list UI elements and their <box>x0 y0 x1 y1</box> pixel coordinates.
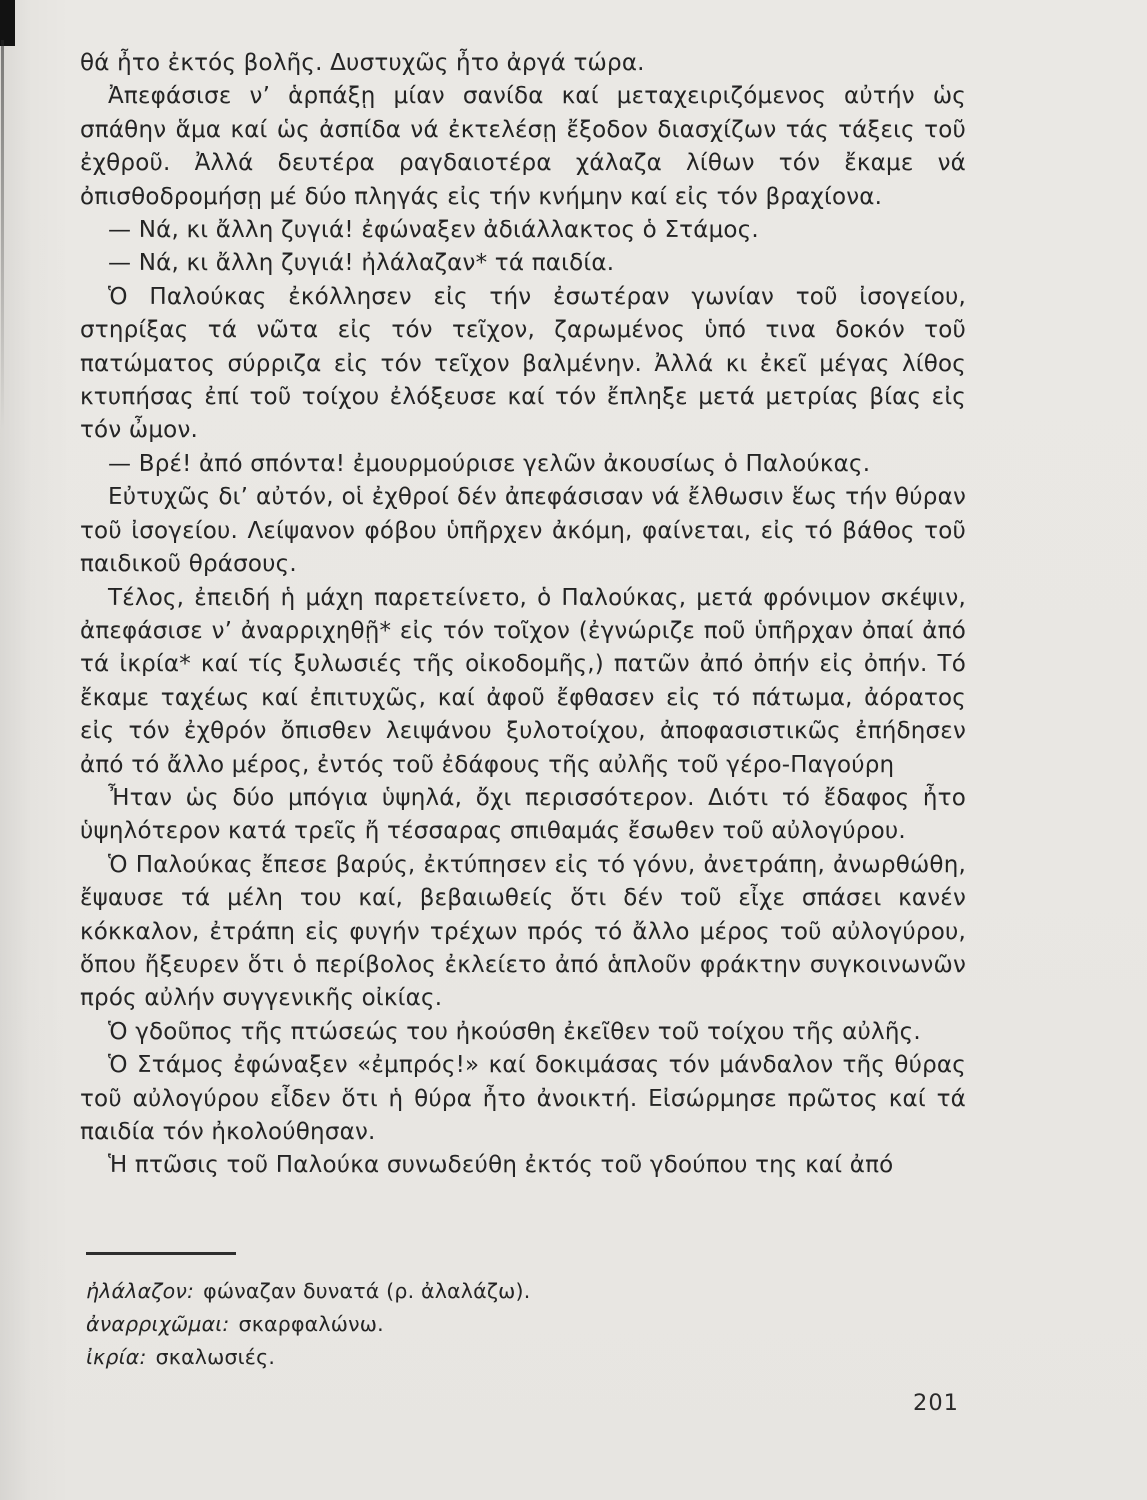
footnote-item <box>86 1308 966 1341</box>
page-number: 201 <box>913 1390 959 1416</box>
body-text <box>80 47 966 1183</box>
body-paragraph: Ὁ Παλούκας ἔπεσε βαρύς, ἐκτύπησεν εἰς τό γόνυ, ἀνετράπη, ἀνωρθώθη, ἔψαυσε τά μέλη του καί, βεβαιωθείς ὅτι δέν τοῦ εἶχε σπάσει κανέν κόκκαλον, ἐτράπη εἰς φυγήν τρέχων πρός τό ἄλλο μέρος τοῦ αὐλογύρου, ὅπου ἤξευρεν ὅτι ὁ περίβολος ἐκλείετο ἀπό ἁπλοῦν φράκτην συγκοινωνῶν πρός αὐλήν συγγενικῆς οἰκίας. <box>80 851 966 1012</box>
footnotes <box>86 1252 966 1374</box>
body-paragraph: Τέλος, ἐπειδή ἡ μάχη παρετείνετο, ὁ Παλούκας, μετά φρόνιμον σκέψιν, ἀπεφάσισε ν’ ἀναρριχηθῇ* εἰς τόν τοῖχον (ἐγνώριζε ποῦ ὑπῆρχαν ὀπαί ἀπό τά ἰκρία* καί τίς ξυλωσιές τῆς οἰκοδομῆς,) πατῶν ἀπό ὀπήν εἰς ὀπήν. Τό ἔκαμε ταχέως καί ἐπιτυχῶς, καί ἀφοῦ ἔφθασεν εἰς τό πάτωμα, ἀόρατος εἰς τόν ἐχθρόν ὄπισθεν λειψάνου ξυλοτοίχου, ἀποφασιστικῶς ἐπήδησεν ἀπό τό ἄλλο μέρος, ἐντός τοῦ ἐδάφους τῆς αὐλῆς τοῦ γέρο-Παγούρη <box>80 584 966 778</box>
body-paragraph: Ὁ Στάμος ἐφώναξεν «ἐμπρός!» καί δοκιμάσας τόν μάνδαλον τῆς θύρας τοῦ αὐλογύρου εἶδεν ὅτι ἡ θύρα ἦτο ἀνοικτή. Εἰσώρμησε πρῶτος καί τά παιδία τόν ἠκολούθησαν. <box>80 1052 966 1145</box>
body-paragraph: Ὁ γδοῦπος τῆς πτώσεώς του ἠκούσθη ἐκεῖθεν τοῦ τοίχου τῆς αὐλῆς. <box>108 1018 921 1045</box>
footnote-item <box>86 1341 966 1374</box>
body-paragraph: Ἡ πτῶσις τοῦ Παλούκα συνωδεύθη ἐκτός τοῦ γδούπου της καί ἀπό <box>108 1152 894 1179</box>
footnote-definition: σκαρφαλώνω. <box>238 1312 384 1336</box>
footnote-item <box>86 1275 966 1308</box>
footnote-separator <box>86 1252 236 1255</box>
body-paragraph: Ἀπεφάσισε ν’ ἁρπάξῃ μίαν σανίδα καί μεταχειριζόμενος αὐτήν ὡς σπάθην ἅμα καί ὡς ἀσπίδα νά ἐκτελέσῃ ἔξοδον διασχίζων τάς τάξεις τοῦ ἐχθροῦ. Ἀλλά δευτέρα ραγδαιοτέρα χάλαζα λίθων τόν ἔκαμε νά ὀπισθοδρομήσῃ μέ δύο πληγάς εἰς τήν κνήμην καί εἰς τόν βραχίονα. <box>80 83 966 210</box>
footnote-term: ἀναρριχῶμαι: <box>86 1312 230 1336</box>
footnote-term: ἠλάλαζον: <box>86 1279 195 1303</box>
body-paragraph-dialogue: — Νά, κι ἄλλη ζυγιά! ἠλάλαζαν* τά παιδία. <box>108 250 615 277</box>
body-paragraph: Ἦταν ὡς δύο μπόγια ὑψηλά, ὄχι περισσότερον. Διότι τό ἔδαφος ἦτο ὑψηλότερον κατά τρεῖς ἤ τέσσαρας σπιθαμάς ἔσωθεν τοῦ αὐλογύρου. <box>80 784 966 845</box>
footnote-term: ἰκρία: <box>86 1345 147 1369</box>
footnote-definition: φώναζαν δυνατά (ρ. ἀλαλάζω). <box>203 1279 531 1303</box>
body-paragraph: θά ἦτο ἐκτός βολῆς. Δυστυχῶς ἦτο ἀργά τώρα. <box>80 50 645 76</box>
body-paragraph-dialogue: — Νά, κι ἄλλη ζυγιά! ἐφώναξεν ἀδιάλλακτος ὁ Στάμος. <box>108 217 759 244</box>
scan-artifact-binding-edge <box>1 40 4 430</box>
body-paragraph: Ὁ Παλούκας ἐκόλλησεν εἰς τήν ἐσωτέραν γωνίαν τοῦ ἰσογείου, στηρίξας τά νῶτα εἰς τόν τεῖχον, ζαρωμένος ὑπό τινα δοκόν τοῦ πατώματος σύρριζα εἰς τόν τεῖχον βαλμένην. Ἀλλά κι ἐκεῖ μέγας λίθος κτυπήσας ἐπί τοῦ τοίχου ἐλόξευσε καί τόν ἔπληξε μετά μετρίας βίας εἰς τόν ὦμον. <box>80 283 966 444</box>
body-paragraph-dialogue: — Βρέ! ἀπό σπόντα! ἐμουρμούρισε γελῶν ἀκουσίως ὁ Παλούκας. <box>108 450 871 477</box>
body-paragraph: Εὐτυχῶς δι’ αὐτόν, οἱ ἐχθροί δέν ἀπεφάσισαν νά ἔλθωσιν ἕως τήν θύραν τοῦ ἰσογείου. Λείψανον φόβου ὑπῆρχεν ἀκόμη, φαίνεται, εἰς τό βάθος τοῦ παιδικοῦ θράσους. <box>80 484 966 578</box>
footnote-definition: σκαλωσιές. <box>155 1345 276 1369</box>
